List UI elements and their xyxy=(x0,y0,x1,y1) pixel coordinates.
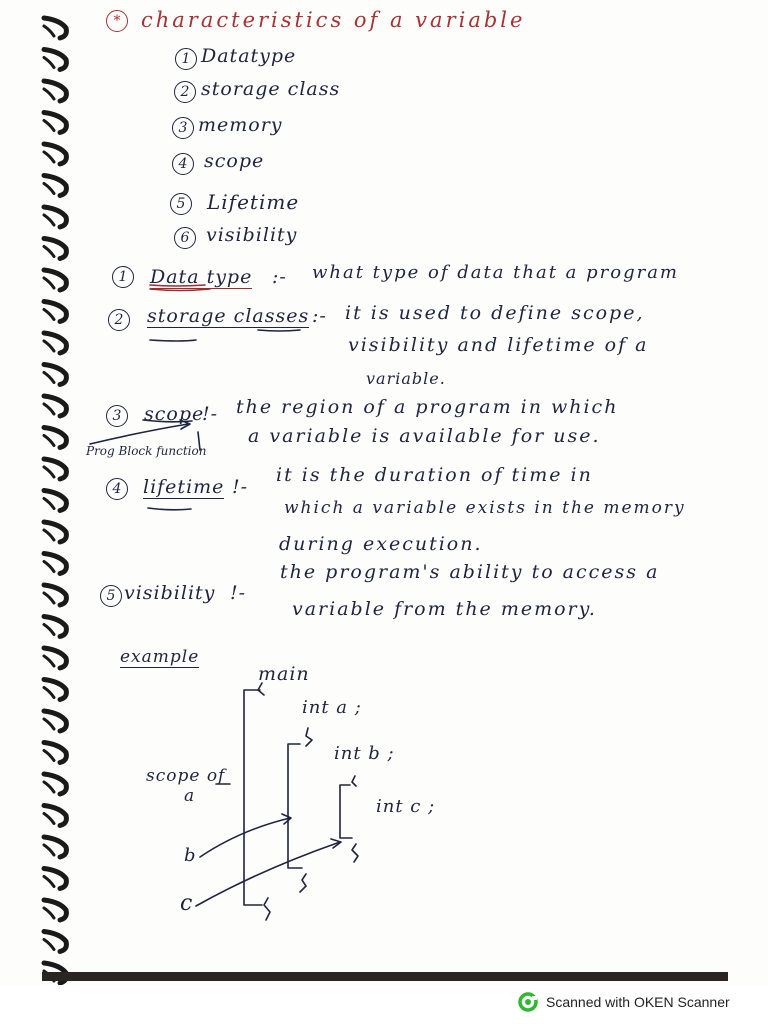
definition-text: the program's ability to access a xyxy=(280,561,660,583)
definition-separator: :- xyxy=(272,266,287,288)
definition-term: scope xyxy=(144,403,205,425)
definition-number: 3 xyxy=(106,405,128,427)
list-item: storage class xyxy=(201,78,341,100)
definition-term: storage classes xyxy=(147,305,310,327)
list-item: memory xyxy=(198,114,283,136)
list-number: 1 xyxy=(175,48,197,70)
definition-text: visibility and lifetime of a xyxy=(348,334,649,356)
list-number: 5 xyxy=(170,193,192,215)
example-label: example xyxy=(120,647,200,667)
list-item: Lifetime xyxy=(207,190,300,214)
definition-term: visibility xyxy=(124,582,216,604)
definition-text: a variable is available for use. xyxy=(248,425,601,447)
scope-side-note: Prog Block function xyxy=(86,444,207,458)
heading-marker: * xyxy=(106,10,128,32)
oken-logo-icon xyxy=(518,992,538,1012)
definition-text: which a variable exists in the memory xyxy=(284,498,686,518)
list-number: 2 xyxy=(174,81,196,103)
definition-number: 4 xyxy=(106,478,128,500)
definition-term: Data type xyxy=(150,266,253,288)
c-label: c xyxy=(180,891,194,916)
definition-text: the region of a program in which xyxy=(236,396,619,418)
definition-text: variable from the memory. xyxy=(292,598,597,620)
page-bottom-edge xyxy=(42,972,728,981)
definition-number: 1 xyxy=(112,266,134,288)
scanner-footer-text: Scanned with OKEN Scanner xyxy=(546,994,730,1010)
scope-label: scope of xyxy=(146,766,226,786)
definition-text: during execution. xyxy=(279,533,483,555)
list-number: 4 xyxy=(172,153,194,175)
definition-text: it is the duration of time in xyxy=(276,464,593,486)
definition-separator: !- xyxy=(232,476,249,498)
list-item: visibility xyxy=(206,224,298,246)
definition-number: 2 xyxy=(108,309,130,331)
scope-variable: a xyxy=(184,786,196,806)
definition-text: it is used to define scope, xyxy=(345,302,645,324)
definition-separator: !- xyxy=(230,582,247,604)
code-int-b: int b ; xyxy=(334,743,395,764)
definition-number: 5 xyxy=(100,585,122,607)
list-item: Datatype xyxy=(201,45,297,67)
definition-term: lifetime xyxy=(143,476,225,498)
code-main: main xyxy=(258,663,310,685)
list-number: 3 xyxy=(172,117,194,139)
b-label: b xyxy=(184,845,197,866)
list-item: scope xyxy=(204,150,265,172)
code-int-a: int a ; xyxy=(302,697,362,718)
list-number: 6 xyxy=(174,227,196,249)
definition-separator: !- xyxy=(202,403,219,425)
page-heading: characteristics of a variable xyxy=(141,8,526,32)
definition-text: what type of data that a program xyxy=(312,262,680,283)
code-int-c: int c ; xyxy=(376,796,436,817)
definition-separator: :- xyxy=(312,305,327,327)
definition-text: variable. xyxy=(366,369,446,388)
scanner-footer xyxy=(518,990,730,1014)
